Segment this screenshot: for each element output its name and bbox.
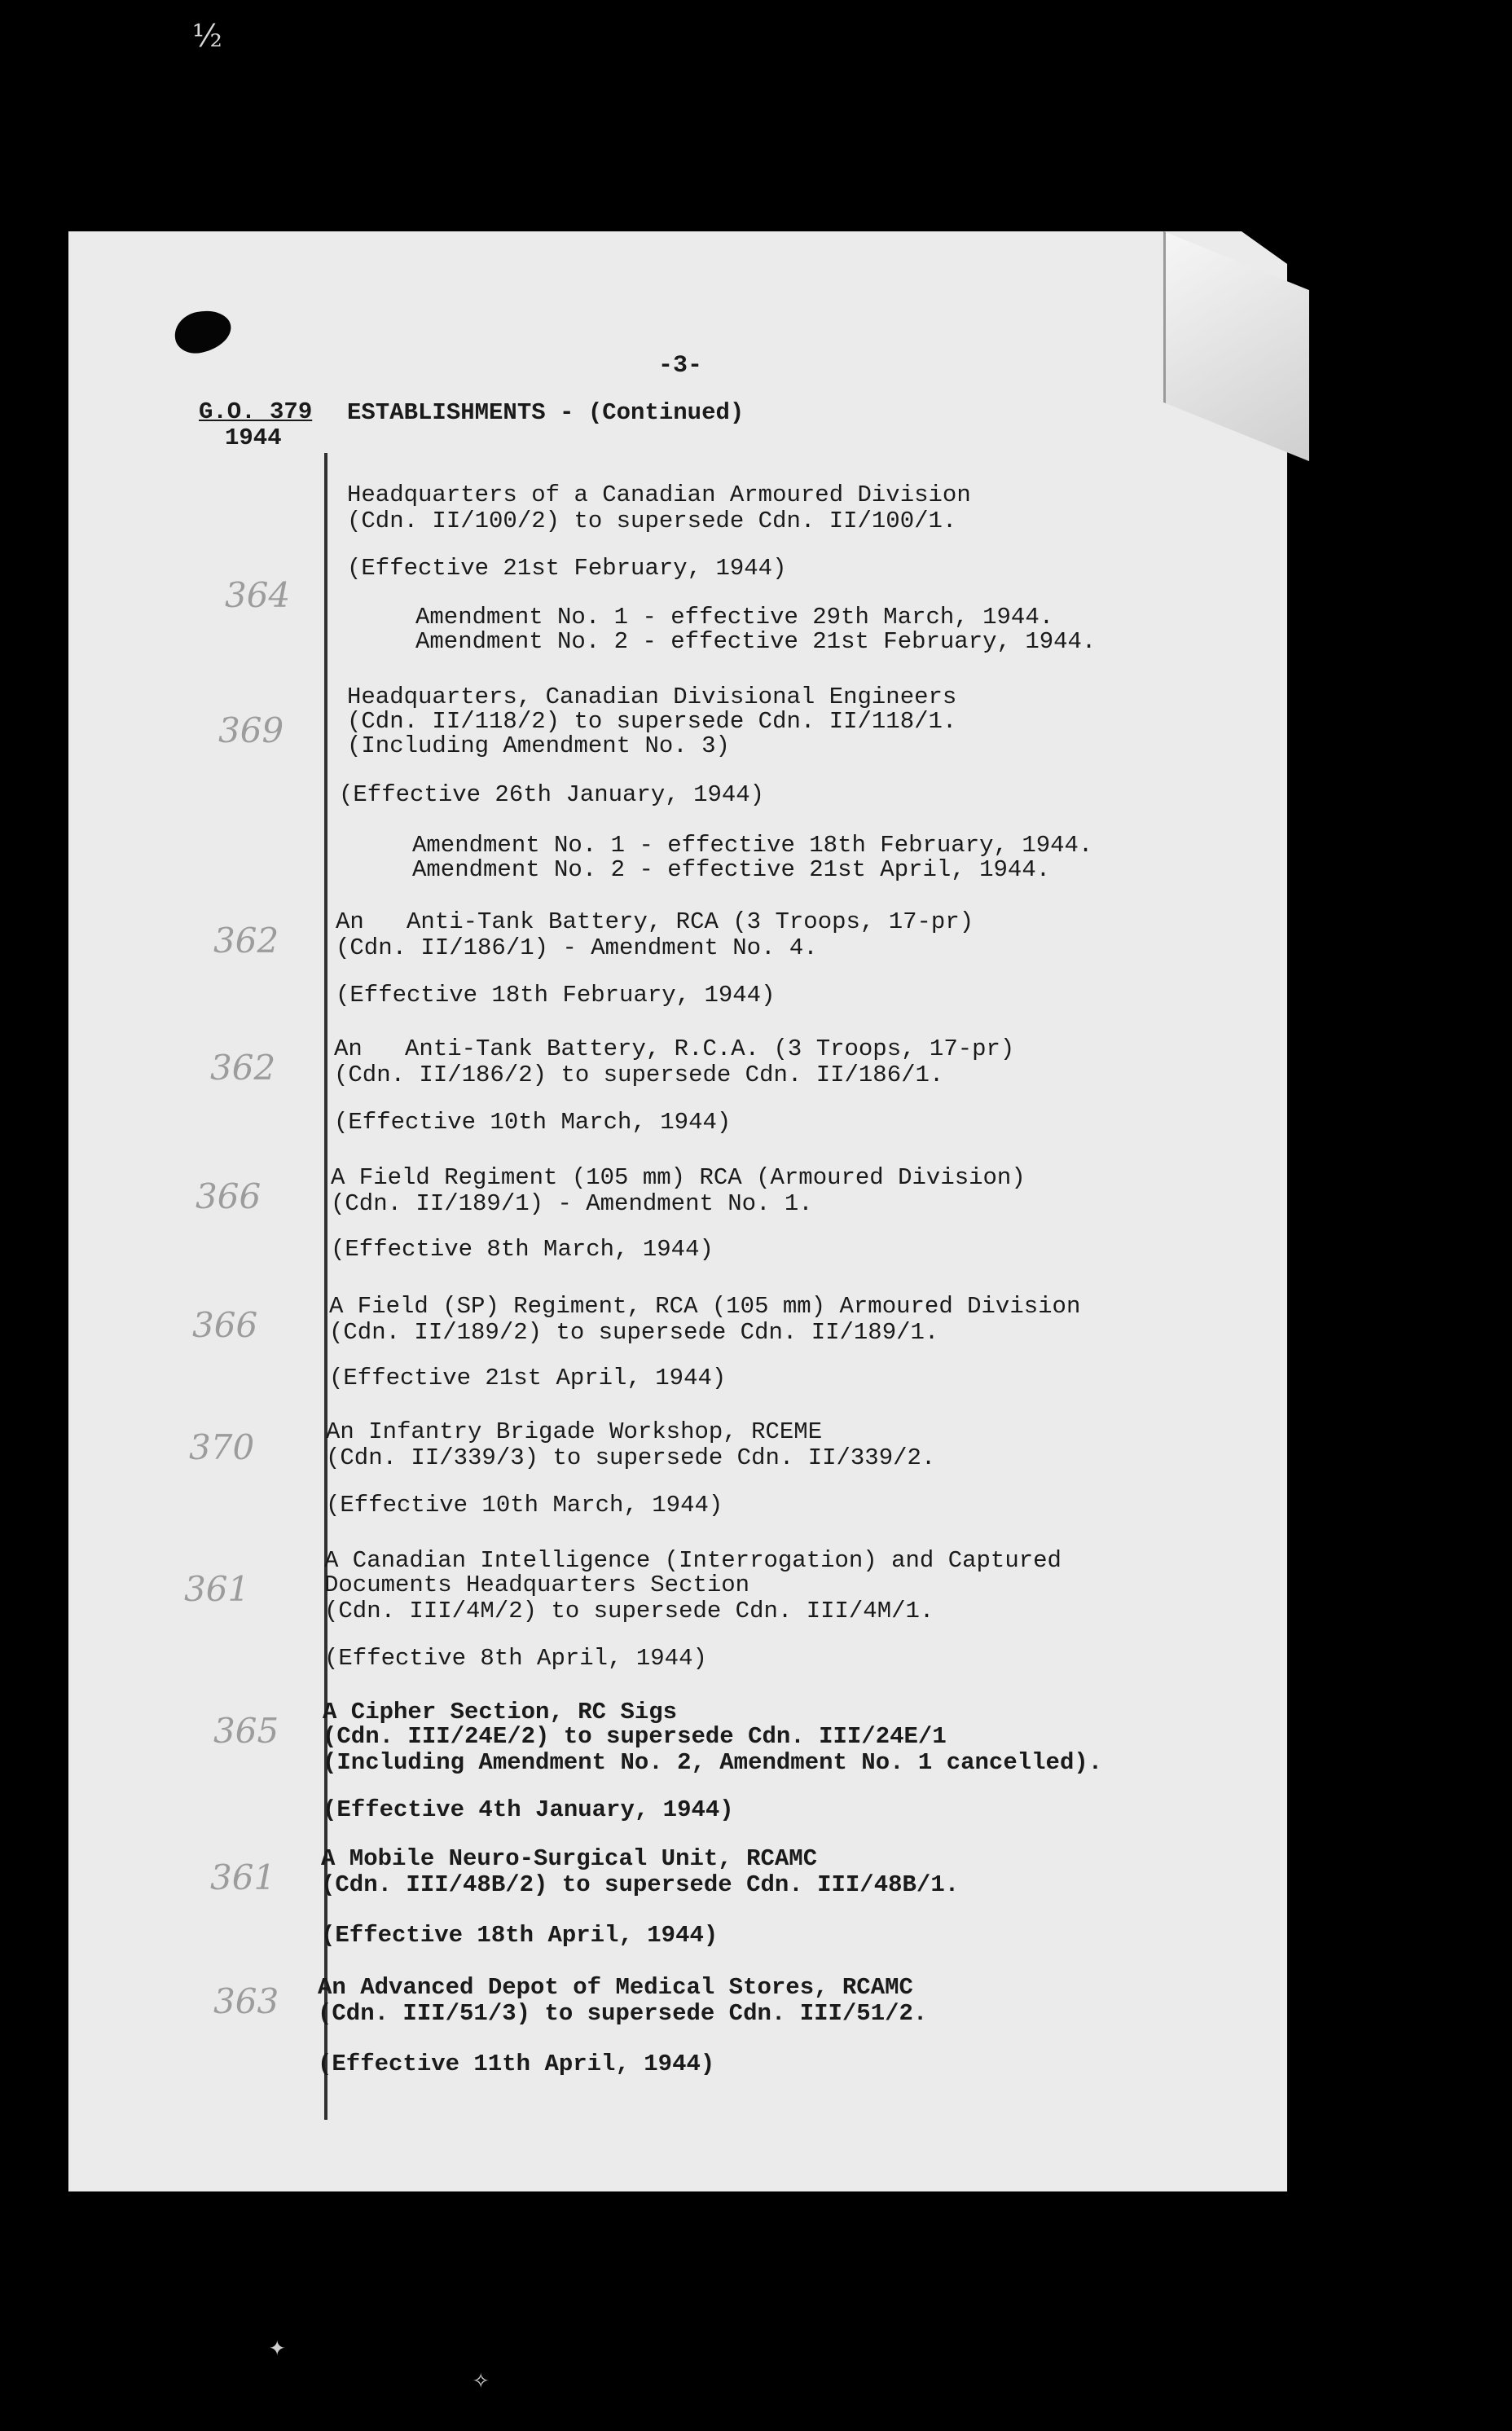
go-year: 1944 <box>225 424 282 451</box>
entry-line: (Cdn. III/4M/2) to supersede Cdn. III/4M/1. <box>324 1598 934 1624</box>
entry-line: (Cdn. II/339/3) to supersede Cdn. II/339/2. <box>326 1444 936 1471</box>
effective-date: (Effective 18th February, 1944) <box>336 982 776 1009</box>
effective-date: (Effective 26th January, 1944) <box>339 781 765 808</box>
amendment-line: Amendment No. 2 - effective 21st February, 1944. <box>415 628 1097 655</box>
effective-date: (Effective 21st April, 1944) <box>329 1365 727 1391</box>
pencil-annotation: 365 <box>213 1711 279 1751</box>
entry-line: A Mobile Neuro-Surgical Unit, RCAMC <box>321 1845 818 1872</box>
entry-line: (Cdn. III/48B/2) to supersede Cdn. III/48B/1. <box>321 1871 960 1898</box>
entry-line: An Advanced Depot of Medical Stores, RCAMC <box>318 1974 913 2001</box>
general-order-reference <box>199 399 312 451</box>
entry-line: A Field Regiment (105 mm) RCA (Armoured Division) <box>331 1164 1026 1191</box>
entry-line: Headquarters of a Canadian Armoured Division <box>347 481 971 508</box>
entry-line: (Cdn. II/118/2) to supersede Cdn. II/118/1. <box>347 708 957 735</box>
effective-date: (Effective 4th January, 1944) <box>323 1796 734 1823</box>
entry-line: An Infantry Brigade Workshop, RCEME <box>326 1418 823 1445</box>
entry-line: (Cdn. II/189/2) to supersede Cdn. II/189/1. <box>329 1319 939 1346</box>
pencil-annotation: 366 <box>192 1305 258 1345</box>
effective-date: (Effective 8th March, 1944) <box>331 1236 714 1263</box>
page-number: -3- <box>658 352 703 380</box>
corner-mark: ½ <box>192 18 222 54</box>
amendment-line: Amendment No. 2 - effective 21st April, 1944. <box>412 856 1051 883</box>
pencil-annotation: 362 <box>210 1048 276 1088</box>
entry-line: (Cdn. II/186/1) - Amendment No. 4. <box>336 934 818 961</box>
effective-date: (Effective 11th April, 1944) <box>318 2051 715 2077</box>
effective-date: (Effective 8th April, 1944) <box>324 1645 707 1672</box>
effective-date: (Effective 18th April, 1944) <box>321 1922 719 1949</box>
entry-line: (Cdn. II/100/2) to supersede Cdn. II/100/1. <box>347 508 957 534</box>
entry-line: (Including Amendment No. 3) <box>347 732 730 759</box>
entry-line: Headquarters, Canadian Divisional Engineers <box>347 684 957 710</box>
amendment-line: Amendment No. 1 - effective 29th March, 1944. <box>415 604 1054 631</box>
pencil-annotation: 366 <box>196 1176 262 1216</box>
pencil-annotation: 370 <box>189 1427 255 1467</box>
amendment-line: Amendment No. 1 - effective 18th February, 1944. <box>412 832 1093 859</box>
entry-line: A Field (SP) Regiment, RCA (105 mm) Armoured Division <box>329 1293 1081 1320</box>
effective-date: (Effective 10th March, 1944) <box>334 1109 732 1136</box>
entry-line: (Cdn. II/189/1) - Amendment No. 1. <box>331 1190 813 1217</box>
scan-speck: ✧ <box>472 2366 490 2397</box>
entry-line: A Cipher Section, RC Sigs <box>323 1699 678 1725</box>
entry-line: (Cdn. III/24E/2) to supersede Cdn. III/24E/1 <box>323 1723 947 1750</box>
entry-line: (Including Amendment No. 2, Amendment No. 1 cancelled). <box>323 1749 1103 1776</box>
pencil-annotation: 364 <box>225 575 291 615</box>
pencil-annotation: 362 <box>213 921 279 961</box>
pencil-annotation: 361 <box>184 1569 250 1609</box>
entry-line: An Anti-Tank Battery, R.C.A. (3 Troops, 17-pr) <box>334 1035 1015 1062</box>
effective-date: (Effective 21st February, 1944) <box>347 555 787 582</box>
entry-line: A Canadian Intelligence (Interrogation) and Captured <box>324 1547 1061 1574</box>
effective-date: (Effective 10th March, 1944) <box>326 1492 723 1519</box>
entry-line: (Cdn. III/51/3) to supersede Cdn. III/51/2. <box>318 2000 928 2027</box>
section-title: ESTABLISHMENTS - (Continued) <box>347 399 745 426</box>
pencil-annotation: 369 <box>218 710 284 750</box>
scan-speck: ✦ <box>269 2333 286 2364</box>
pencil-annotation: 361 <box>210 1857 276 1897</box>
pencil-annotation: 363 <box>213 1981 279 2021</box>
entry-line: An Anti-Tank Battery, RCA (3 Troops, 17-pr) <box>336 908 974 935</box>
go-number: G.O. 379 <box>199 398 313 425</box>
entry-line: Documents Headquarters Section <box>324 1572 750 1598</box>
entry-line: (Cdn. II/186/2) to supersede Cdn. II/186/1. <box>334 1062 944 1088</box>
